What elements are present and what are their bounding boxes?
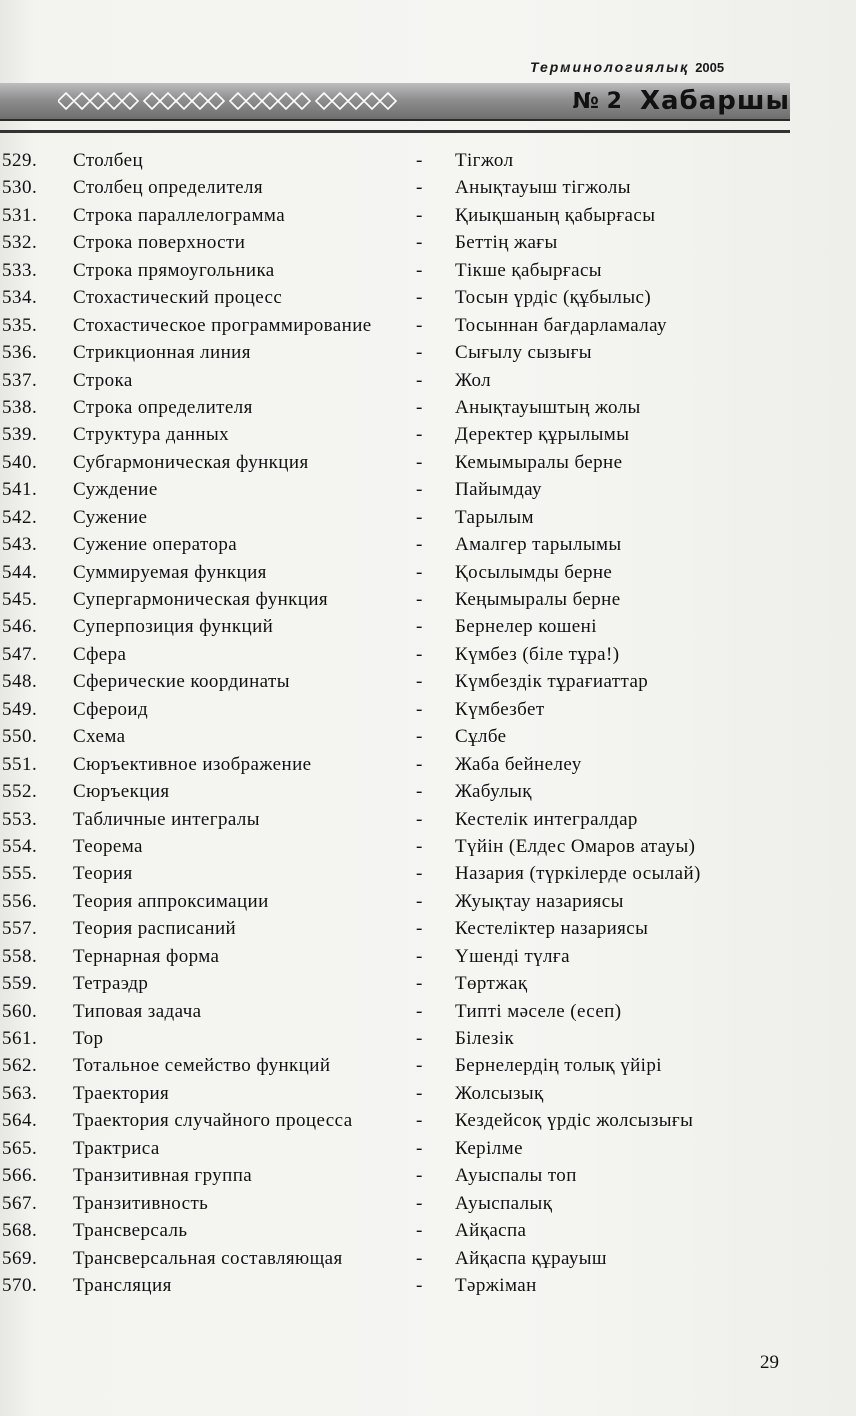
kazakh-term: Айқаспа	[455, 1220, 527, 1242]
russian-term: Тор	[73, 1028, 104, 1049]
term-separator: -	[416, 561, 423, 583]
kazakh-term: Білезік	[455, 1028, 515, 1049]
kazakh-term: Үшенді түлға	[455, 945, 570, 967]
russian-term: Табличные интегралы	[73, 808, 260, 830]
term-row	[0, 1135, 800, 1162]
russian-term: Суммируемая функция	[73, 561, 267, 583]
term-separator: -	[416, 287, 423, 309]
term-separator: -	[416, 342, 423, 364]
term-row	[0, 586, 800, 613]
term-separator: -	[416, 973, 423, 995]
term-separator: -	[416, 232, 423, 254]
term-number: 535.	[2, 314, 38, 336]
term-number: 547.	[2, 643, 38, 665]
term-row	[0, 751, 800, 778]
kazakh-term: Тосыннан бағдарламалау	[455, 314, 667, 336]
kazakh-term: Күмбездік тұрағиаттар	[455, 671, 649, 693]
term-row	[0, 613, 800, 640]
term-number: 566.	[2, 1165, 38, 1187]
term-separator: -	[416, 479, 423, 501]
term-row	[0, 668, 800, 695]
russian-term: Субгармоническая функция	[73, 451, 309, 473]
russian-term: Стохастическое программирование	[73, 314, 372, 336]
russian-term: Стохастический процесс	[73, 287, 283, 309]
term-number: 538.	[2, 396, 38, 418]
term-number: 563.	[2, 1082, 38, 1104]
term-separator: -	[416, 726, 423, 748]
kazakh-term: Күмбез (біле тұра!)	[455, 643, 620, 665]
russian-term: Сужение оператора	[73, 534, 238, 556]
term-row	[0, 833, 800, 860]
term-row	[0, 696, 800, 723]
term-row	[0, 312, 800, 339]
term-number: 554.	[2, 835, 38, 857]
kazakh-term: Бернелердің толық үйірі	[455, 1055, 662, 1077]
term-row	[0, 257, 800, 284]
kazakh-term: Төртжақ	[455, 973, 528, 995]
term-row	[0, 449, 800, 476]
kazakh-term: Жуықтау назариясы	[455, 890, 624, 912]
kazakh-term: Жол	[455, 369, 491, 391]
russian-term: Сужение	[73, 506, 148, 528]
term-row	[0, 998, 800, 1025]
term-number: 555.	[2, 863, 38, 885]
term-number: 553.	[2, 808, 38, 830]
russian-term: Суждение	[73, 479, 158, 501]
kazakh-term: Беттің жағы	[455, 232, 558, 254]
term-number: 550.	[2, 726, 38, 748]
russian-term: Стрикционная линия	[73, 342, 251, 364]
term-separator: -	[416, 1274, 423, 1296]
term-row	[0, 147, 800, 174]
term-separator: -	[416, 204, 423, 226]
term-row	[0, 970, 800, 997]
term-row	[0, 394, 800, 421]
term-number: 544.	[2, 561, 38, 583]
ornament-pattern-icon	[58, 88, 403, 114]
russian-term: Строка прямоугольника	[73, 259, 275, 281]
kazakh-term: Күмбезбет	[455, 698, 545, 720]
term-separator: -	[416, 643, 423, 665]
term-number: 548.	[2, 671, 38, 693]
term-separator: -	[416, 589, 423, 610]
term-separator: -	[416, 259, 423, 281]
kazakh-term: Анықтауыш тігжолы	[455, 177, 631, 199]
term-row	[0, 476, 800, 503]
russian-term: Теорема	[73, 835, 143, 857]
kazakh-term: Амалгер тарылымы	[455, 534, 622, 556]
term-row	[0, 943, 800, 970]
term-number: 534.	[2, 287, 38, 309]
term-row	[0, 559, 800, 586]
term-row	[0, 641, 800, 668]
term-number: 532.	[2, 232, 38, 254]
term-number: 541.	[2, 479, 38, 501]
kazakh-term: Кездейсоқ үрдіс жолсызығы	[455, 1110, 694, 1132]
term-separator: -	[416, 616, 423, 638]
kazakh-term: Типті мәселе (есеп)	[455, 1000, 622, 1022]
term-row	[0, 531, 800, 558]
term-separator: -	[416, 1247, 423, 1269]
kazakh-term: Бернелер кошені	[455, 616, 597, 638]
term-separator: -	[416, 1082, 423, 1104]
term-number: 536.	[2, 342, 38, 364]
issue-heading	[520, 84, 790, 118]
term-number: 552.	[2, 781, 38, 803]
kazakh-term: Пайымдау	[455, 479, 542, 501]
kazakh-term: Қиықшаның қабырғасы	[455, 204, 656, 226]
term-number: 529.	[2, 150, 38, 171]
term-row	[0, 778, 800, 805]
term-row	[0, 1162, 800, 1189]
term-separator: -	[416, 698, 423, 720]
term-separator: -	[416, 808, 423, 830]
kazakh-term: Кемымыралы берне	[455, 451, 623, 473]
russian-term: Транзитивность	[73, 1192, 209, 1214]
term-number: 557.	[2, 918, 38, 940]
term-row	[0, 202, 800, 229]
term-separator: -	[416, 1220, 423, 1242]
term-row	[0, 860, 800, 887]
russian-term: Трансверсальная составляющая	[73, 1247, 343, 1269]
russian-term: Сферические координаты	[73, 671, 290, 693]
term-separator: -	[416, 835, 423, 857]
term-separator: -	[416, 451, 423, 473]
term-separator: -	[416, 534, 423, 556]
kazakh-term: Тікше қабырғасы	[455, 259, 602, 281]
russian-term: Траектория	[73, 1082, 170, 1104]
russian-term: Столбец	[73, 150, 144, 171]
kazakh-term: Кестелік интегралдар	[455, 808, 638, 830]
russian-term: Суперпозиция функций	[73, 616, 274, 638]
term-row	[0, 723, 800, 750]
term-row	[0, 1245, 800, 1272]
term-row	[0, 229, 800, 256]
russian-term: Строка поверхности	[73, 232, 246, 254]
russian-term: Теория аппроксимации	[73, 890, 269, 912]
term-row	[0, 1107, 800, 1134]
russian-term: Структура данных	[73, 424, 230, 446]
kazakh-term: Анықтауыштың жолы	[455, 396, 641, 418]
term-number: 560.	[2, 1000, 38, 1022]
term-row	[0, 1080, 800, 1107]
term-row	[0, 504, 800, 531]
term-row	[0, 806, 800, 833]
term-separator: -	[416, 1110, 423, 1132]
term-number: 539.	[2, 424, 38, 446]
term-separator: -	[416, 424, 423, 446]
russian-term: Типовая задача	[73, 1000, 202, 1022]
term-separator: -	[416, 1192, 423, 1214]
term-separator: -	[416, 1165, 423, 1187]
kazakh-term: Ауыспалық	[455, 1192, 553, 1214]
kazakh-term: Тәржіман	[455, 1274, 537, 1296]
journal-title: Терминологиялық	[530, 59, 690, 75]
kazakh-term: Тосын үрдіс (құбылыс)	[455, 287, 652, 309]
term-row	[0, 367, 800, 394]
term-number: 556.	[2, 890, 38, 912]
russian-term: Теория	[73, 863, 133, 885]
term-number: 531.	[2, 204, 38, 226]
kazakh-term: Назария (түркілерде осылай)	[455, 863, 701, 885]
term-separator: -	[416, 396, 423, 418]
term-row	[0, 1052, 800, 1079]
russian-term: Траектория случайного процесса	[73, 1110, 353, 1132]
term-number: 551.	[2, 753, 38, 775]
russian-term: Сюръекция	[73, 781, 170, 803]
term-separator: -	[416, 918, 423, 940]
term-number: 559.	[2, 973, 38, 995]
term-separator: -	[416, 1000, 423, 1022]
term-number: 530.	[2, 177, 38, 199]
russian-term: Сюръективное изображение	[73, 753, 312, 775]
term-number: 549.	[2, 698, 38, 720]
term-separator: -	[416, 369, 423, 391]
russian-term: Строка	[73, 369, 133, 391]
term-row	[0, 1217, 800, 1244]
header-divider	[0, 130, 790, 133]
term-number: 564.	[2, 1110, 38, 1132]
term-number: 562.	[2, 1055, 38, 1077]
term-separator: -	[416, 314, 423, 336]
russian-term: Трансверсаль	[73, 1220, 188, 1242]
terms-list	[0, 147, 800, 1299]
term-number: 542.	[2, 506, 38, 528]
term-row	[0, 421, 800, 448]
page-number: 29	[760, 1352, 779, 1373]
term-number: 567.	[2, 1192, 38, 1214]
kazakh-term: Тарылым	[455, 506, 534, 528]
term-row	[0, 1272, 800, 1299]
term-number: 565.	[2, 1137, 38, 1159]
kazakh-term: Ауыспалы топ	[455, 1165, 577, 1187]
kazakh-term: Айқаспа құрауыш	[455, 1247, 607, 1269]
term-row	[0, 888, 800, 915]
kazakh-term: Керілме	[455, 1137, 523, 1159]
kazakh-term: Сығылу сызығы	[455, 342, 592, 364]
russian-term: Супергармоническая функция	[73, 589, 329, 610]
russian-term: Столбец определителя	[73, 177, 264, 199]
kazakh-term: Жолсызық	[455, 1082, 544, 1104]
russian-term: Тотальное семейство функций	[73, 1055, 331, 1077]
term-number: 558.	[2, 945, 38, 967]
journal-name	[530, 59, 790, 75]
term-separator: -	[416, 781, 423, 803]
russian-term: Схема	[73, 726, 126, 748]
russian-term: Тернарная форма	[73, 945, 220, 967]
term-separator: -	[416, 863, 423, 885]
term-separator: -	[416, 177, 423, 199]
term-number: 570.	[2, 1274, 38, 1296]
kazakh-term: Сұлбе	[455, 726, 507, 748]
kazakh-term: Түйін (Елдес Омаров атауы)	[455, 835, 696, 857]
bulletin-title: Хабаршы	[639, 86, 790, 116]
russian-term: Строка определителя	[73, 396, 253, 418]
russian-term: Трактриса	[73, 1137, 160, 1159]
term-separator: -	[416, 1137, 423, 1159]
term-number: 533.	[2, 259, 38, 281]
russian-term: Строка параллелограмма	[73, 204, 286, 226]
term-separator: -	[416, 753, 423, 775]
term-separator: -	[416, 890, 423, 912]
term-number: 546.	[2, 616, 38, 638]
kazakh-term: Жаба бейнелеу	[455, 753, 582, 775]
term-number: 540.	[2, 451, 38, 473]
russian-term: Сфероид	[73, 698, 149, 720]
journal-year: 2005	[695, 60, 725, 75]
term-number: 568.	[2, 1220, 38, 1242]
russian-term: Транзитивная группа	[73, 1165, 253, 1187]
kazakh-term: Кеңымыралы берне	[455, 589, 621, 610]
term-row	[0, 284, 800, 311]
term-separator: -	[416, 671, 423, 693]
term-separator: -	[416, 945, 423, 967]
term-row	[0, 915, 800, 942]
term-number: 561.	[2, 1028, 38, 1049]
term-row	[0, 1190, 800, 1217]
term-number: 545.	[2, 589, 38, 610]
kazakh-term: Тігжол	[455, 150, 514, 171]
term-separator: -	[416, 1055, 423, 1077]
term-separator: -	[416, 1028, 423, 1049]
kazakh-term: Деректер құрылымы	[455, 424, 630, 446]
term-row	[0, 174, 800, 201]
russian-term: Тетраэдр	[73, 973, 149, 995]
term-number: 569.	[2, 1247, 38, 1269]
term-number: 537.	[2, 369, 38, 391]
kazakh-term: Қосылымды берне	[455, 561, 613, 583]
kazakh-term: Кестеліктер назариясы	[455, 918, 649, 940]
russian-term: Трансляция	[73, 1274, 172, 1296]
term-separator: -	[416, 506, 423, 528]
term-row	[0, 339, 800, 366]
russian-term: Сфера	[73, 643, 127, 665]
term-number: 543.	[2, 534, 38, 556]
term-row	[0, 1025, 800, 1052]
term-separator: -	[416, 150, 423, 171]
issue-number: № 2	[572, 88, 622, 114]
kazakh-term: Жабулық	[455, 781, 532, 803]
russian-term: Теория расписаний	[73, 918, 237, 940]
